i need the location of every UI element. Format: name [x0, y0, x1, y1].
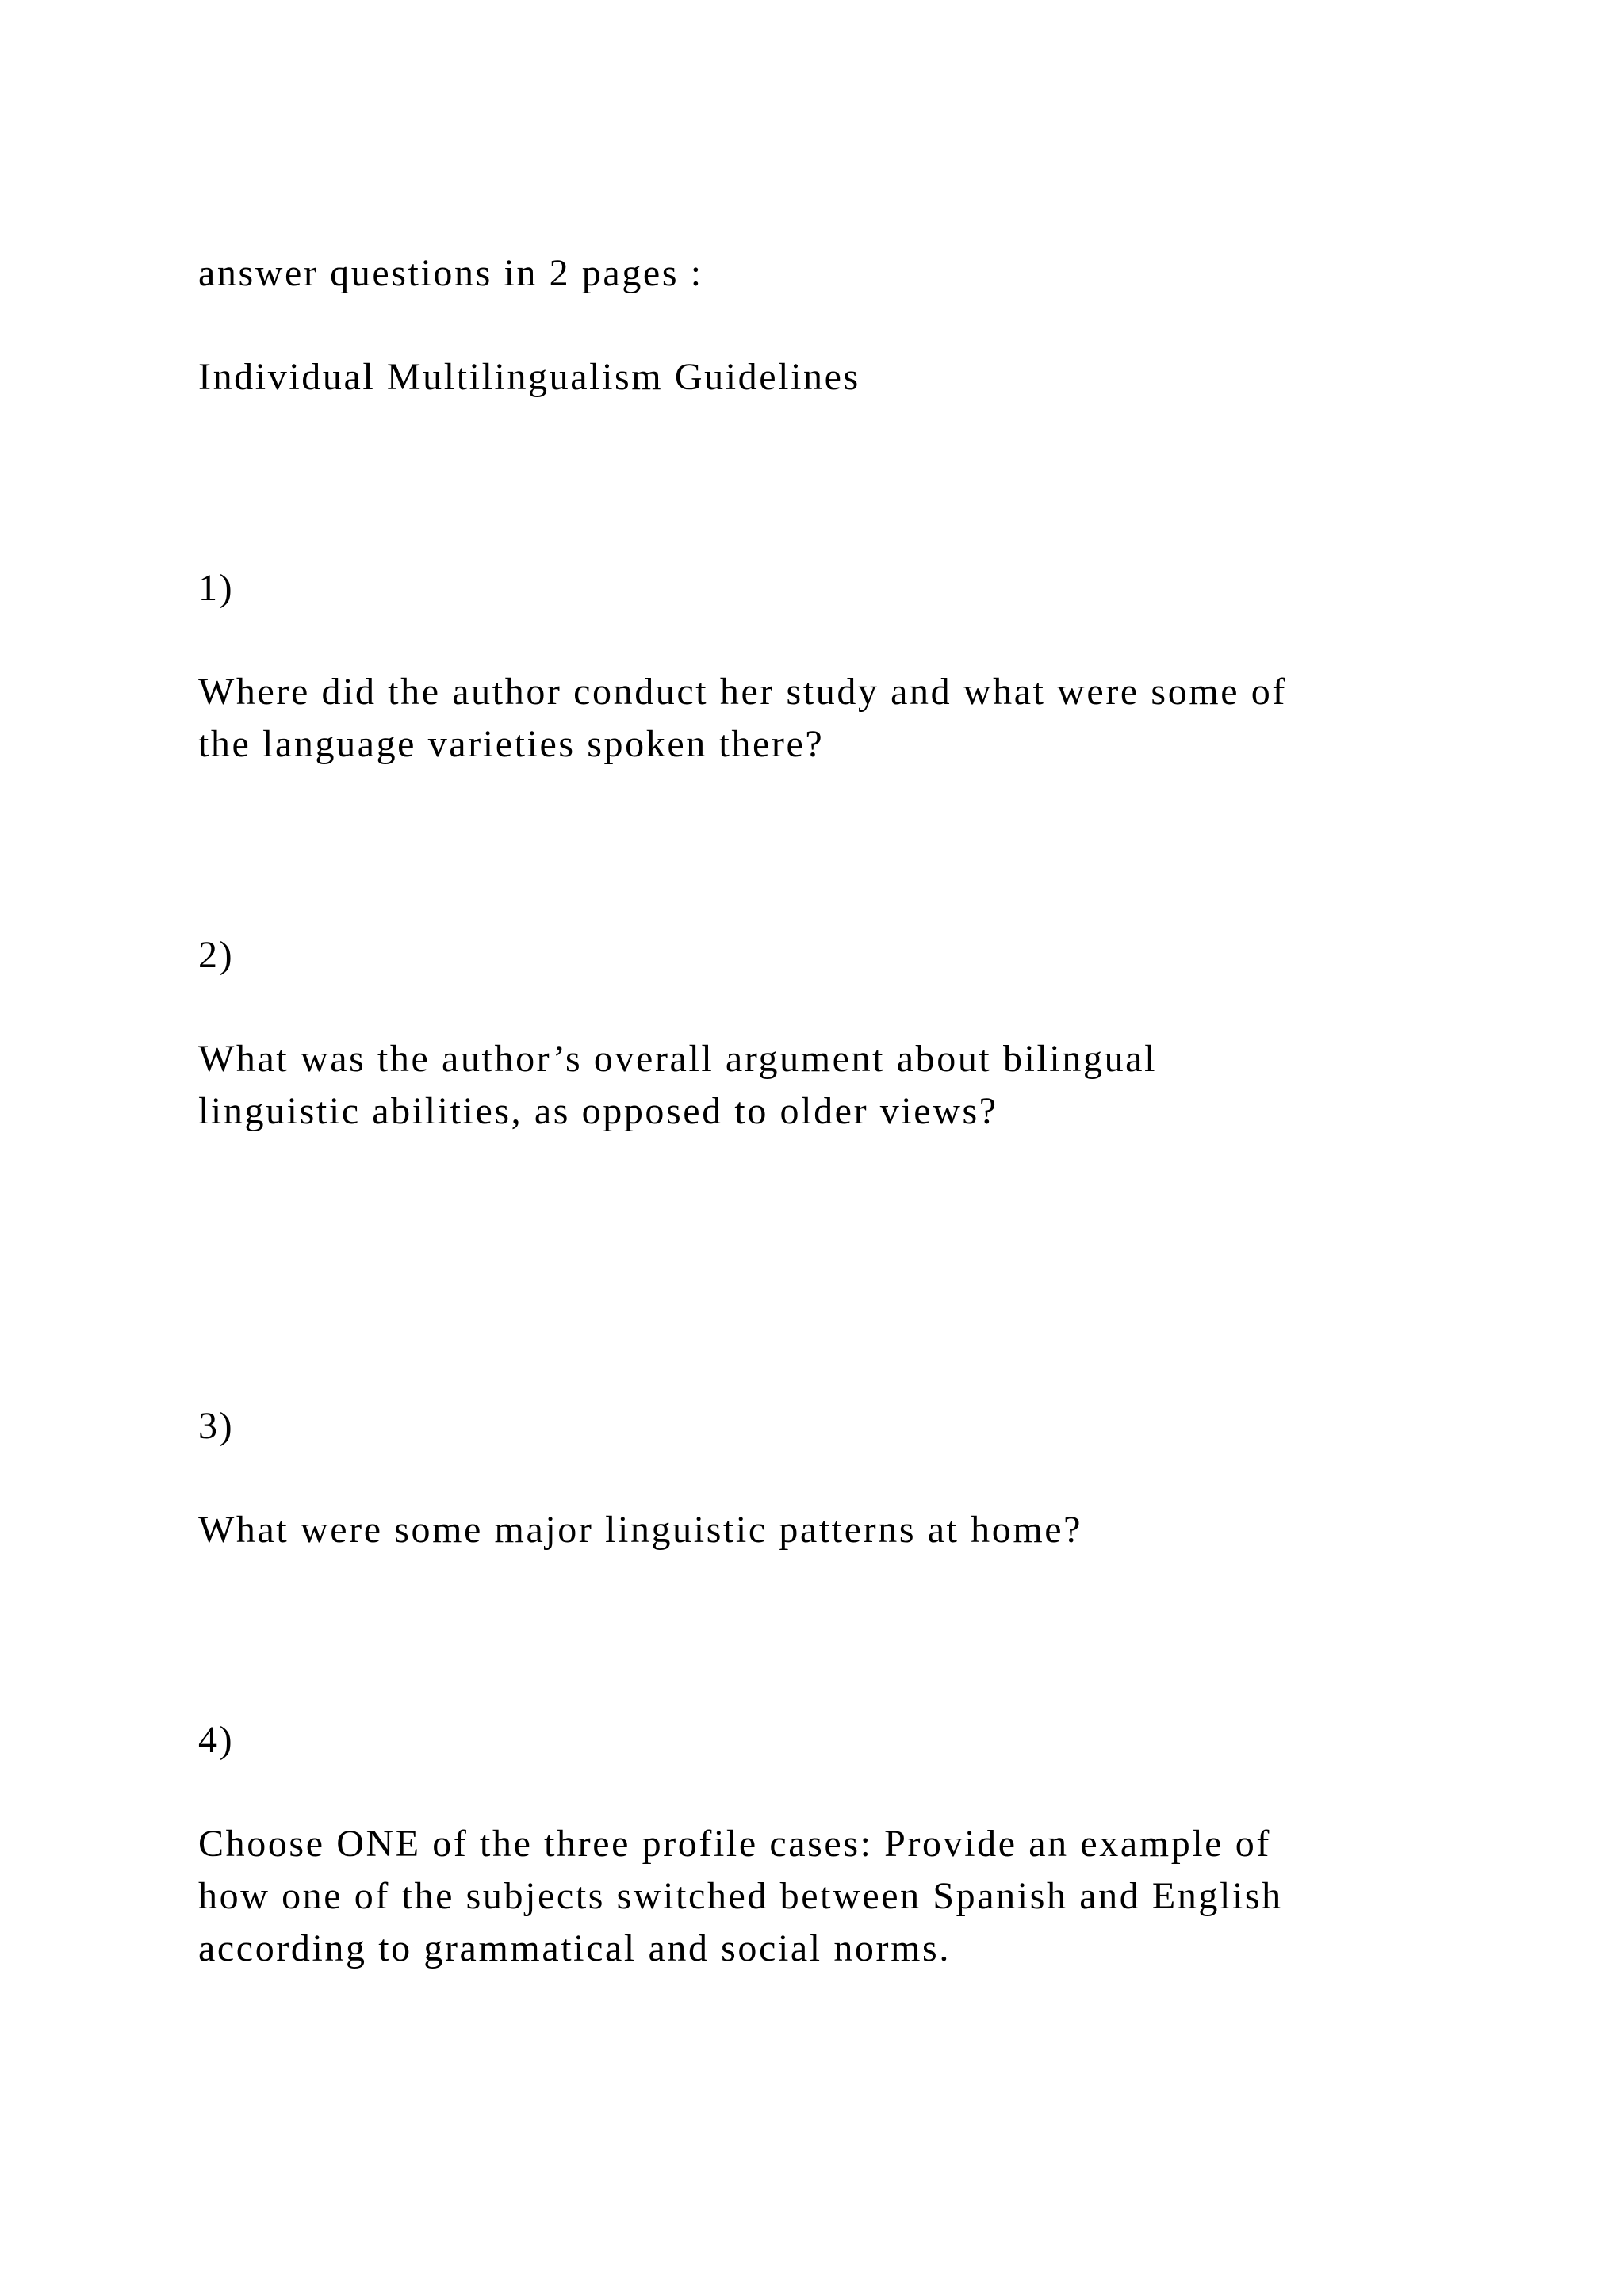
- question-4-text-line-1: Choose ONE of the three profile cases: Provide an example of: [198, 1823, 1271, 1865]
- question-3-text-line-1: What were some major linguistic patterns at home?: [198, 1509, 1083, 1551]
- question-2-text-line-2: linguistic abilities, as opposed to older views?: [198, 1090, 998, 1132]
- question-2-text-line-1: What was the author’s overall argument about bilingual: [198, 1038, 1158, 1080]
- question-4-text-line-3: according to grammatical and social norms.: [198, 1927, 951, 1969]
- question-1-number: 1): [198, 567, 235, 609]
- instruction-text: answer questions in 2 pages :: [198, 252, 703, 294]
- document-title: Individual Multilingualism Guidelines: [198, 356, 860, 398]
- question-4-number: 4): [198, 1719, 235, 1761]
- question-1-text-line-1: Where did the author conduct her study and what were some of: [198, 671, 1287, 713]
- question-3-number: 3): [198, 1405, 235, 1447]
- question-4-text-line-2: how one of the subjects switched between Spanish and English: [198, 1875, 1283, 1917]
- question-1-text-line-2: the language varieties spoken there?: [198, 723, 825, 765]
- question-2-number: 2): [198, 934, 235, 976]
